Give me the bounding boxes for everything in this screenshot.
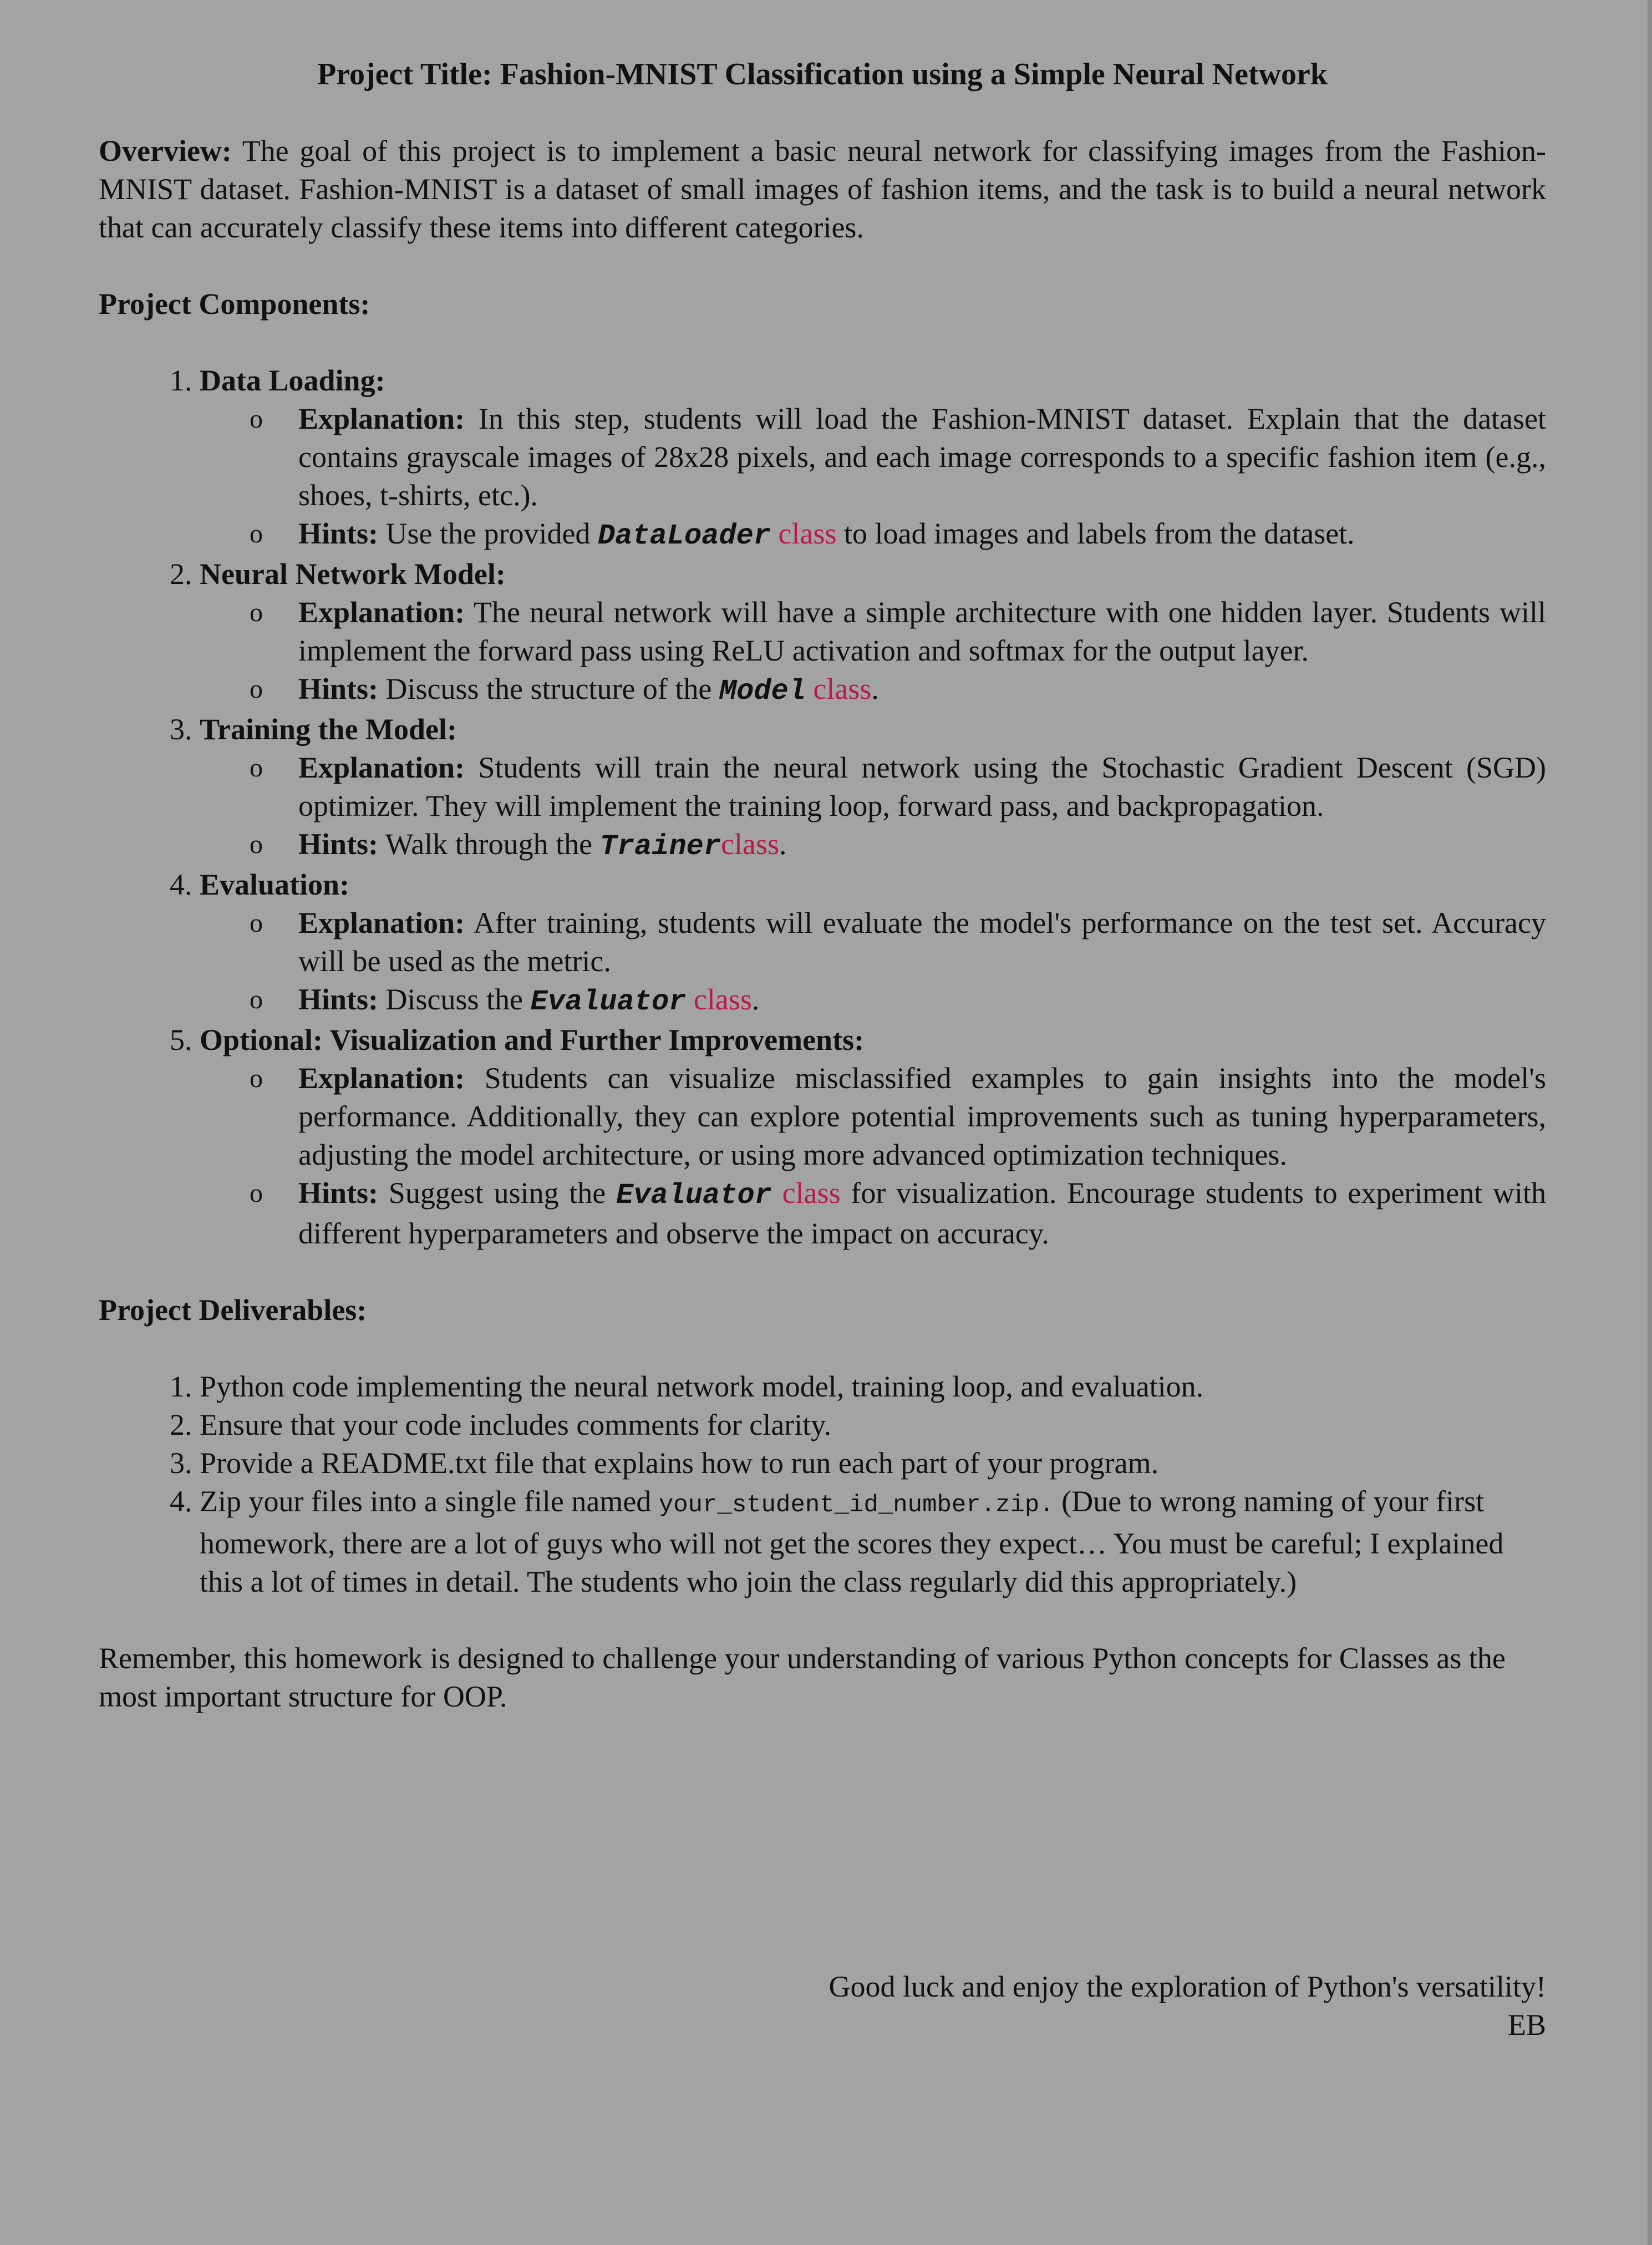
hints-text-post: .	[751, 983, 760, 1016]
deliverables-heading: Project Deliverables:	[99, 1293, 367, 1327]
deliverables-list	[99, 1368, 1546, 1601]
hints-text-post: .	[871, 672, 879, 705]
class-keyword: class	[813, 672, 872, 705]
component-title: Data Loading:	[200, 364, 385, 397]
explanation-item	[298, 904, 1546, 981]
explanation-item	[298, 1059, 1546, 1174]
hints-text-pre: Suggest using the	[388, 1176, 606, 1210]
component-item	[200, 866, 1546, 1021]
spacer	[99, 1253, 1546, 1291]
hints-text-post: for visualization. Encourage students to experiment with different hyperparameters and observe the impact on accuracy.	[298, 1176, 1547, 1250]
deliverable-item: 3. Provide a README.txt file that explains how to run each part of your program.	[200, 1444, 1546, 1482]
component-details	[200, 400, 1546, 555]
document-page	[99, 55, 1547, 2041]
component-details	[200, 593, 1546, 710]
hints-text-pre: Discuss the structure of the	[385, 672, 712, 705]
overview-label: Overview:	[99, 134, 232, 167]
explanation-item	[298, 593, 1546, 670]
class-name-code: Trainer	[599, 830, 721, 863]
class-name-code: Evaluator	[616, 1179, 772, 1212]
explanation-label: Explanation:	[298, 402, 465, 435]
class-keyword: class	[778, 517, 837, 550]
component-details	[200, 904, 1546, 1021]
page-title: Project Title: Fashion-MNIST Classification using a Simple Neural Network	[317, 57, 1328, 92]
hints-text-pre: Discuss the	[385, 983, 523, 1016]
hints-label: Hints:	[298, 517, 379, 550]
hints-item	[298, 981, 1546, 1021]
hints-label: Hints:	[298, 672, 379, 705]
component-item	[200, 1021, 1546, 1253]
component-title: Evaluation:	[200, 868, 350, 901]
deliverable-text-pre: Zip your files into a single file named	[200, 1485, 652, 1518]
components-list	[99, 362, 1546, 1253]
class-keyword: class	[782, 1176, 841, 1210]
remember-paragraph: Remember, this homework is designed to challenge your understanding of various Python concepts for Classes as the most important structure for OOP.	[99, 1642, 1506, 1713]
component-title: Training the Model:	[200, 713, 457, 746]
signoff-message: Good luck and enjoy the exploration of Python's versatility!	[828, 1970, 1546, 2003]
hints-text-pre: Use the provided	[385, 517, 591, 550]
signoff-initials: EB	[1507, 2008, 1546, 2041]
zip-filename-code: your_student_id_number.zip.	[658, 1491, 1054, 1519]
explanation-label: Explanation:	[298, 906, 465, 939]
overview-text: The goal of this project is to implement a basic neural network for classifying images from the Fashion-MNIST dataset. Fashion-MNIST is a dataset of small images of fashion items, and the task is to build a neural network that can accurately classify these items into different categories.	[99, 134, 1546, 244]
deliverable-text-post: (Due to wrong naming of your first homework, there are a lot of guys who will not get the scores they expect… You must be careful; I explained this a lot of times in detail. The students who join the class regularly did this appropriately.)	[200, 1485, 1504, 1598]
component-title: Neural Network Model:	[200, 557, 506, 591]
component-title: Optional: Visualization and Further Improvements:	[200, 1023, 865, 1057]
explanation-item	[298, 749, 1546, 825]
hints-item	[298, 825, 1546, 866]
explanation-text: In this step, students will load the Fashion-MNIST dataset. Explain that the dataset contains grayscale images of 28x28 pixels, and each image corresponds to a specific fashion item (e.g., shoes, t-shirts, etc.).	[298, 402, 1547, 512]
class-keyword: class	[693, 983, 752, 1016]
class-name-code: Model	[719, 675, 806, 708]
hints-text-post: to load images and labels from the dataset.	[843, 517, 1355, 550]
signoff-block	[99, 1968, 1546, 2044]
hints-label: Hints:	[298, 983, 379, 1016]
explanation-text: Students can visualize misclassified examples to gain insights into the model's performance. Additionally, they can explore potential improvements such as tuning hyperparameters, adjusting the model architecture, or using more advanced optimization techniques.	[298, 1061, 1546, 1171]
explanation-text: Students will train the neural network using the Stochastic Gradient Descent (SGD) optimizer. They will implement the training loop, forward pass, and backpropagation.	[298, 751, 1546, 822]
component-details	[200, 1059, 1546, 1253]
explanation-label: Explanation:	[298, 1061, 465, 1095]
hints-item	[298, 515, 1546, 555]
hints-text-post: .	[779, 827, 787, 861]
explanation-text: The neural network will have a simple architecture with one hidden layer. Students will implement the forward pass using ReLU activation and softmax for the output layer.	[298, 596, 1546, 667]
deliverable-item: 1. Python code implementing the neural network model, training loop, and evaluation.	[200, 1368, 1546, 1406]
hints-text-pre: Walk through the	[385, 827, 593, 861]
hints-label: Hints:	[298, 1176, 379, 1210]
hints-item	[298, 670, 1546, 710]
hints-item	[298, 1174, 1546, 1253]
explanation-item	[298, 400, 1546, 515]
hints-label: Hints:	[298, 827, 379, 861]
component-item	[200, 555, 1546, 710]
deliverable-item: 2. Ensure that your code includes comments for clarity.	[200, 1406, 1546, 1444]
component-item	[200, 362, 1546, 555]
component-details	[200, 749, 1546, 866]
class-name-code: DataLoader	[597, 520, 771, 552]
class-name-code: Evaluator	[530, 986, 687, 1018]
explanation-label: Explanation:	[298, 596, 465, 629]
components-heading: Project Components:	[99, 287, 370, 321]
explanation-label: Explanation:	[298, 751, 465, 784]
page-edge	[1648, 0, 1652, 2245]
class-keyword: class	[721, 827, 780, 861]
deliverable-item	[200, 1482, 1546, 1601]
overview-paragraph	[99, 132, 1546, 247]
component-item	[200, 710, 1546, 866]
explanation-text: After training, students will evaluate the model's performance on the test set. Accuracy will be used as the metric.	[298, 906, 1546, 978]
